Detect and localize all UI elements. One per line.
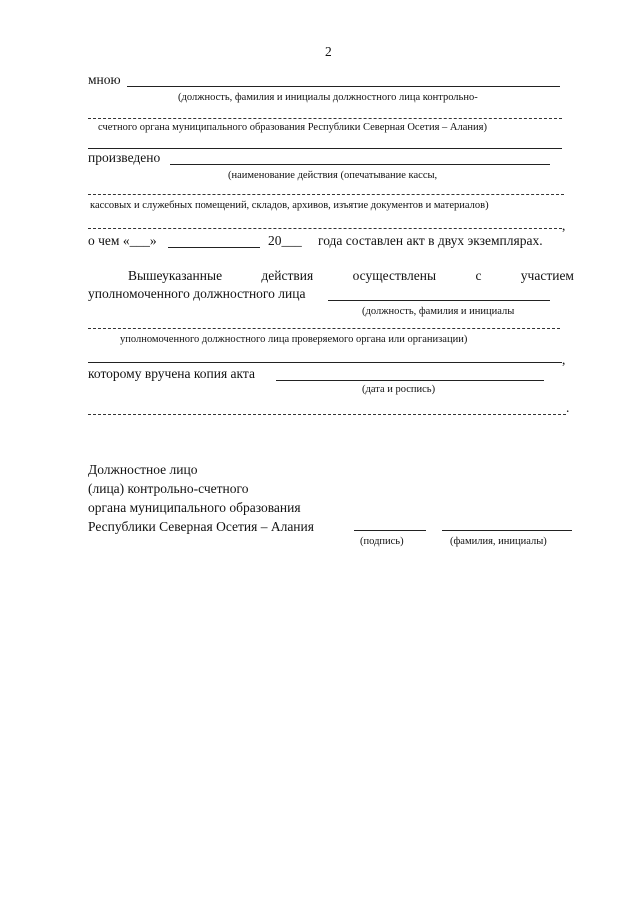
- period: .: [566, 400, 570, 415]
- participation-line: [128, 268, 574, 284]
- performed-blank[interactable]: [170, 164, 550, 165]
- performed-blank-2[interactable]: [88, 194, 564, 195]
- signatory-line-4: Республики Северная Осетия – Алания: [88, 519, 314, 534]
- by-me-caption-2: счетного органа муниципального образования Республики Северная Осетия – Алания): [98, 122, 487, 133]
- by-me-blank-2[interactable]: [88, 118, 562, 119]
- participation-word-3: осуществлены: [352, 268, 437, 283]
- by-me-blank[interactable]: [127, 86, 560, 87]
- signatory-line-2: (лица) контрольно-счетного: [88, 481, 249, 496]
- by-me-caption-1: (должность, фамилия и инициалы должностного лица контрольно-: [178, 92, 478, 103]
- performed-label: произведено: [88, 150, 161, 165]
- official-caption-2: уполномоченного должностного лица проверяемого органа или организации): [120, 334, 468, 345]
- signatory-line-1: Должностное лицо: [88, 462, 198, 477]
- act-month-blank[interactable]: [168, 247, 260, 248]
- participation-word-4: с: [475, 268, 482, 283]
- act-suffix: года составлен акт в двух экземплярах.: [318, 233, 543, 248]
- official-blank[interactable]: [328, 300, 550, 301]
- by-me-blank-3[interactable]: [88, 148, 562, 149]
- act-prefix: о чем «___»: [88, 233, 157, 248]
- copy-caption: (дата и роспись): [362, 384, 436, 395]
- name-blank[interactable]: [442, 530, 572, 531]
- signature-blank[interactable]: [354, 530, 426, 531]
- official-caption-1: (должность, фамилия и инициалы: [362, 306, 515, 317]
- official-blank-3[interactable]: [88, 362, 562, 363]
- signatory-line-3: органа муниципального образования: [88, 500, 301, 515]
- by-me-label: мною: [88, 72, 121, 87]
- participation-word-5: участием: [520, 268, 574, 283]
- participation-word-1: Вышеуказанные: [128, 268, 223, 283]
- performed-caption-1: (наименование действия (опечатывание кассы,: [228, 170, 438, 181]
- signature-caption: (подпись): [360, 536, 404, 547]
- performed-blank-3[interactable]: [88, 228, 562, 229]
- comma-1: ,: [562, 218, 566, 233]
- participation-word-2: действия: [261, 268, 314, 283]
- copy-blank[interactable]: [276, 380, 544, 381]
- copy-blank-2[interactable]: [88, 414, 566, 415]
- name-caption: (фамилия, инициалы): [450, 536, 547, 547]
- act-year: 20___: [268, 233, 302, 248]
- performed-caption-2: кассовых и служебных помещений, складов, архивов, изъятие документов и материалов): [90, 200, 489, 211]
- copy-label: которому вручена копия акта: [88, 366, 255, 381]
- page-number: 2: [325, 44, 332, 59]
- comma-2: ,: [562, 352, 566, 367]
- official-label: уполномоченного должностного лица: [88, 286, 306, 301]
- official-blank-2[interactable]: [88, 328, 560, 329]
